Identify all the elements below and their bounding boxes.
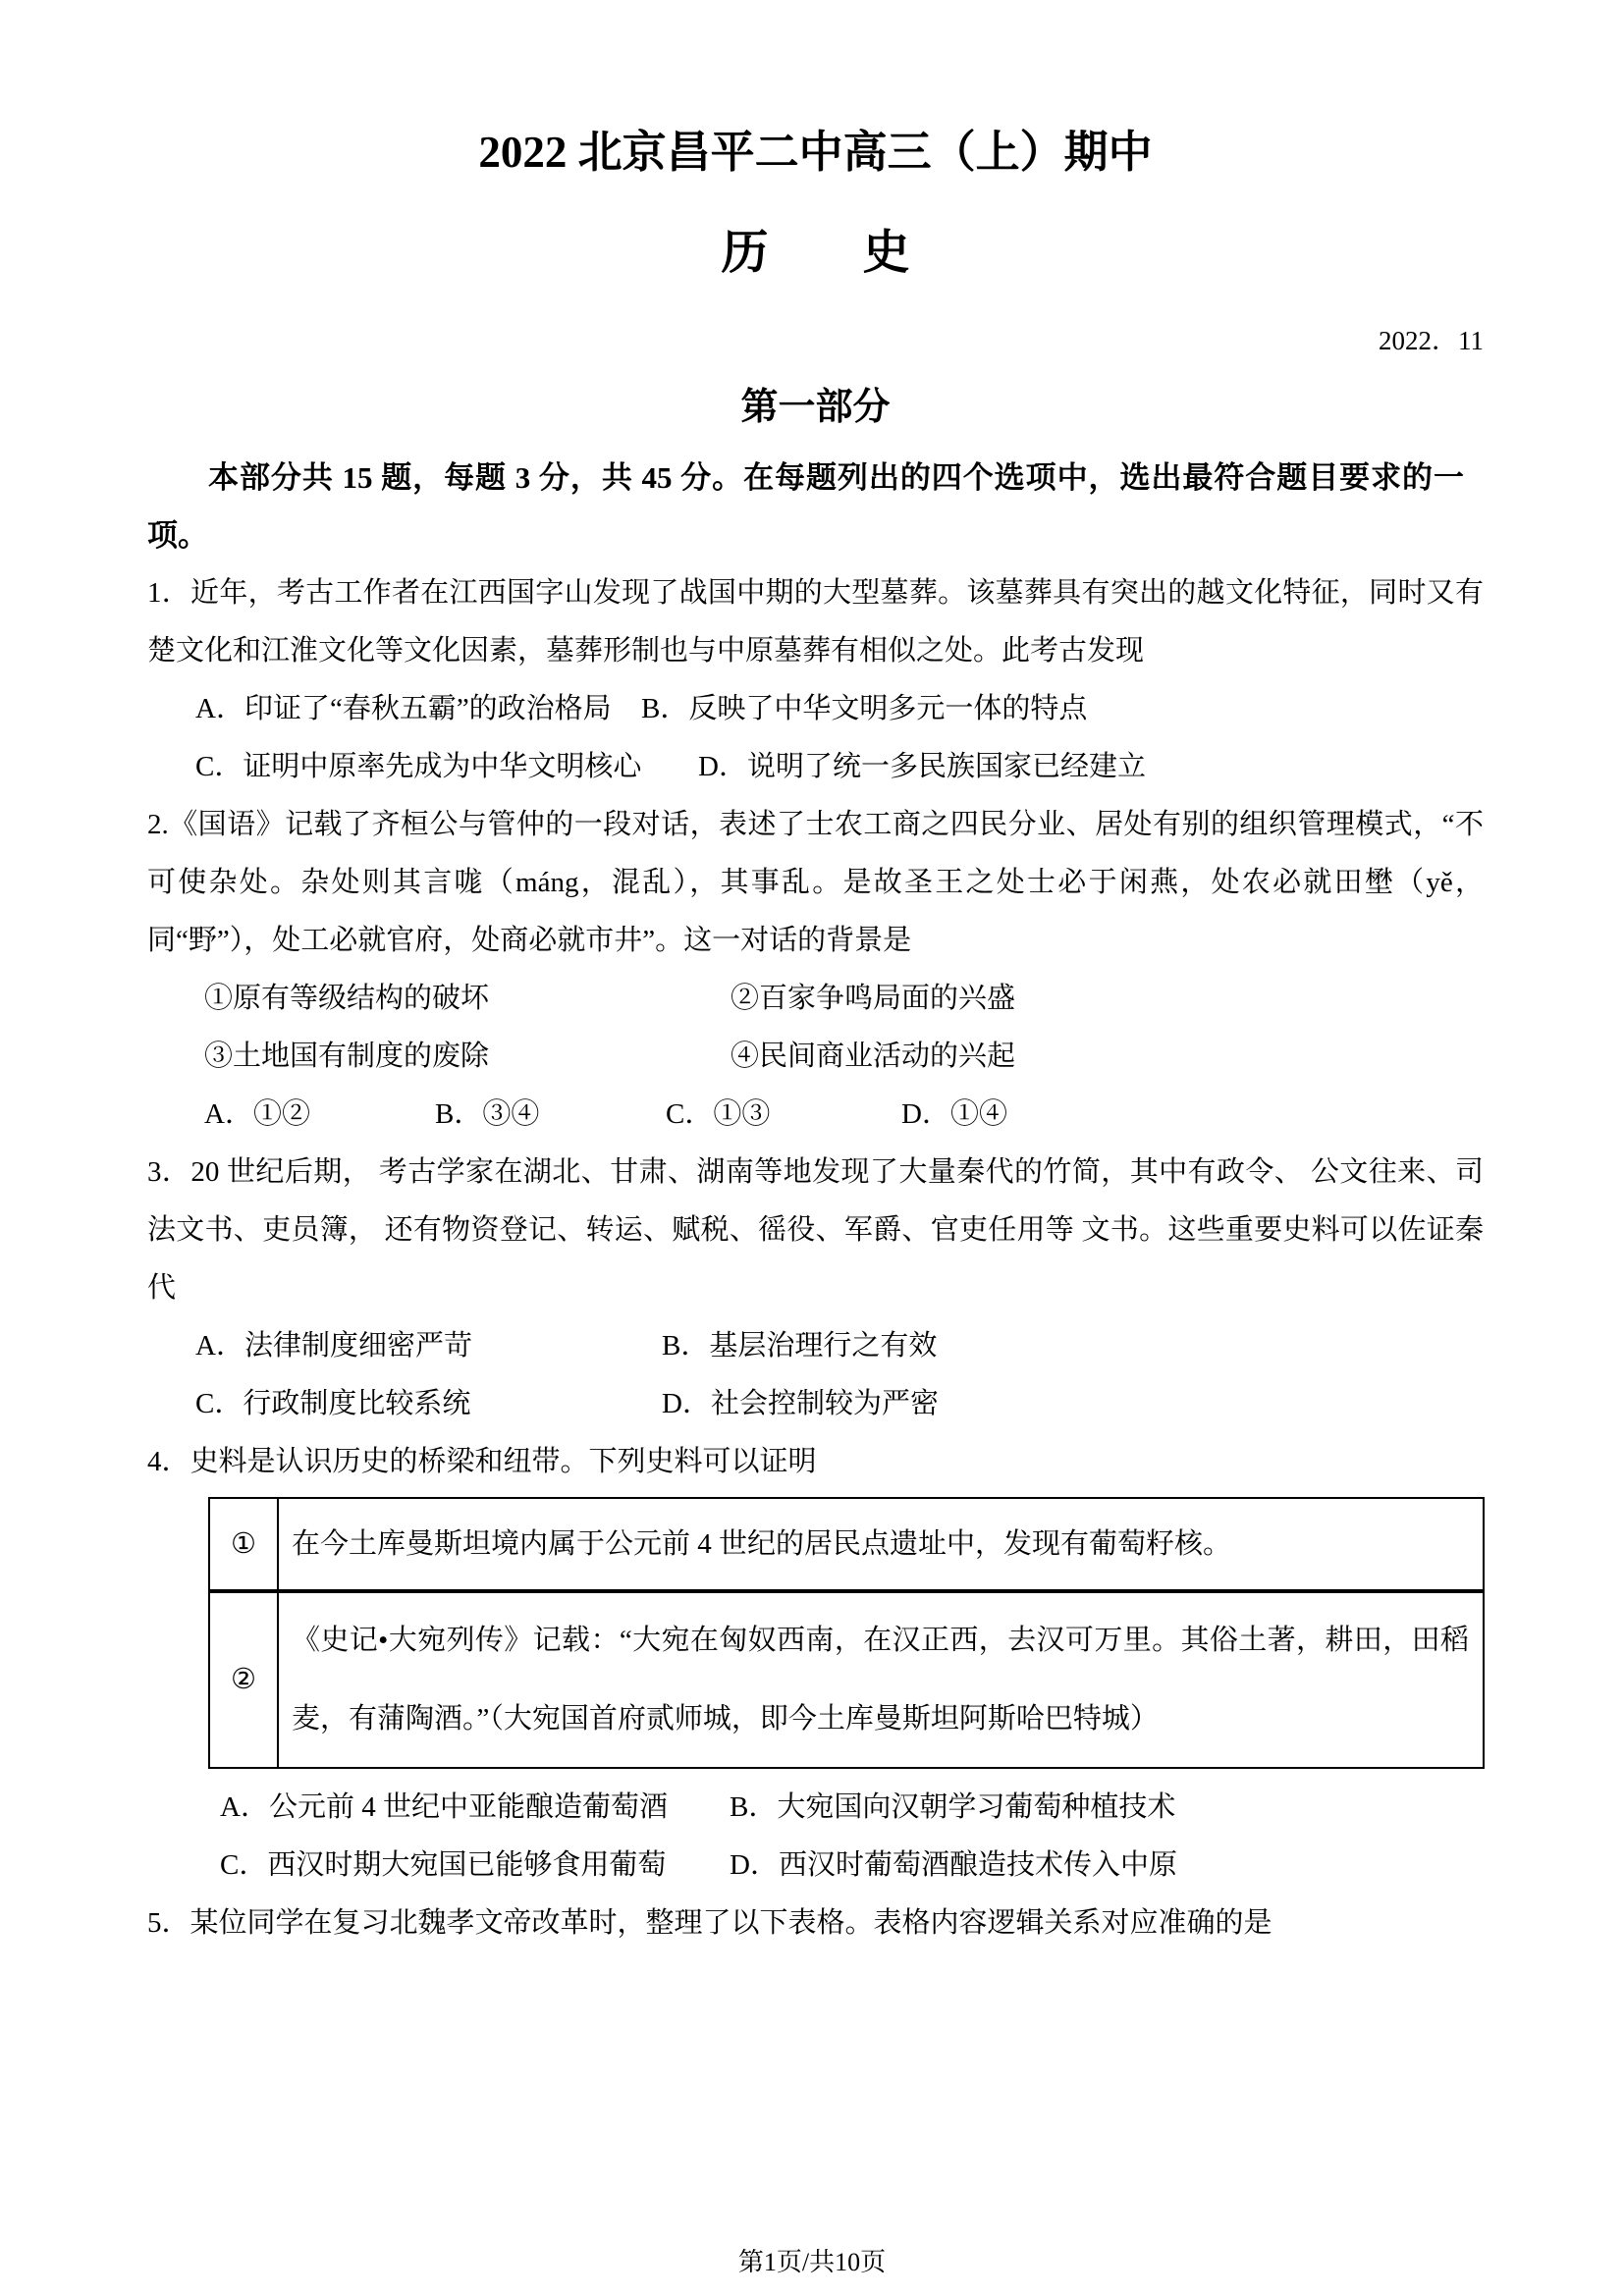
q2-item-2: ②百家争鸣局面的兴盛 [731,982,1016,1014]
q4-option-a: A．公元前 4 世纪中亚能酿造葡萄酒 [220,1790,668,1823]
q3-options-row-2 [147,1375,1484,1433]
q1-options-row-1 [147,680,1484,738]
q3-stem: 3．20 世纪后期， 考古学家在湖北、甘肃、湖南等地发现了大量秦代的竹简，其中有政令、 公文往来、司法文书、吏员簿， 还有物资登记、转运、赋税、徭役、军爵、官吏任用等 文书。这些重要史料可以佐证秦代 [147,1155,1484,1304]
q4-table [208,1497,1485,1769]
q3-option-c: C．行政制度比较系统 [195,1387,471,1419]
q1-option-d: D．说明了统一多民族国家已经建立 [698,750,1146,782]
subject-title: 历 史 [721,226,910,279]
q2-options-row [147,1086,1484,1144]
page-title: 2022 北京昌平二中高三（上）期中 [478,128,1153,177]
q2-option-c: C．①③ [666,1097,771,1130]
q2-stem: 2.《国语》记载了齐桓公与管仲的一段对话，表述了士农工商之四民分业、居处有别的组织管理模式，“不可使杂处。杂处则其言哤（máng，混乱），其事乱。是故圣王之处士必于闲燕，处农必就田壄（yě，同“野”），处工必就官府，处商必就市井”。这一对话的背景是 [147,808,1484,956]
q4-options-row-1 [147,1779,1484,1837]
q4-row1-text: 在今土库曼斯坦境内属于公元前 4 世纪的居民点遗址中，发现有葡萄籽核。 [278,1498,1484,1591]
q2-item-3: ③土地国有制度的废除 [204,1040,490,1072]
q3-option-b: B．基层治理行之有效 [662,1329,938,1362]
q2-option-d: D．①④ [901,1097,1007,1130]
question-3 [147,1144,1484,1433]
q4-option-d: D．西汉时葡萄酒酿造技术传入中原 [730,1848,1177,1881]
q2-item-1: ①原有等级结构的破坏 [204,982,490,1014]
question-5 [147,1895,1484,1952]
q4-option-c: C．西汉时期大宛国已能够食用葡萄 [220,1848,667,1881]
q4-table-row-1 [209,1498,1484,1591]
q5-stem: 5．某位同学在复习北魏孝文帝改革时，整理了以下表格。表格内容逻辑关系对应准确的是 [147,1906,1272,1939]
q3-options-row-1 [147,1317,1484,1375]
q3-option-a: A．法律制度细密严苛 [195,1329,472,1362]
q2-option-a: A．①② [204,1097,310,1130]
page-footer: 第1页/共10页 [737,2248,887,2276]
q4-row2-text: 《史记•大宛列传》记载：“大宛在匈奴西南，在汉正西，去汉可万里。其俗土著，耕田，田稻麦，有蒲陶酒。”（大宛国首府贰师城，即今土库曼斯坦阿斯哈巴特城） [278,1591,1484,1768]
q4-table-row-2 [209,1591,1484,1768]
q4-options-row-2 [147,1837,1484,1895]
exam-instructions: 本部分共 15 题，每题 3 分，共 45 分。在每题列出的四个选项中，选出最符合题目要求的一项。 [147,459,1464,553]
q1-option-c: C．证明中原率先成为中华文明核心 [195,750,642,782]
q4-option-b: B．大宛国向汉朝学习葡萄种植技术 [730,1790,1176,1823]
q1-stem: 1．近年，考古工作者在江西国字山发现了战国中期的大型墓葬。该墓葬具有突出的越文化特征，同时又有楚文化和江淮文化等文化因素，墓葬形制也与中原墓葬有相似之处。此考古发现 [147,576,1484,667]
q1-option-b: B．反映了中华文明多元一体的特点 [641,692,1088,724]
q4-stem: 4．史料是认识历史的桥梁和纽带。下列史料可以证明 [147,1445,817,1477]
q1-options-row-2 [147,738,1484,796]
q4-row2-label: ② [209,1591,278,1768]
q2-items-row-2 [147,1028,1484,1086]
section-title: 第一部分 [740,386,891,428]
q4-row1-label: ① [209,1498,278,1591]
exam-date: 2022．11 [1379,325,1484,355]
question-2 [147,796,1484,1144]
question-1 [147,564,1484,796]
q2-item-4: ④民间商业活动的兴起 [731,1040,1016,1072]
q2-items-row-1 [147,970,1484,1028]
q3-option-d: D．社会控制较为严密 [662,1387,939,1419]
q1-option-a: A．印证了“春秋五霸”的政治格局 [195,692,612,724]
q2-option-b: B．③④ [435,1097,540,1130]
question-4 [147,1433,1484,1895]
